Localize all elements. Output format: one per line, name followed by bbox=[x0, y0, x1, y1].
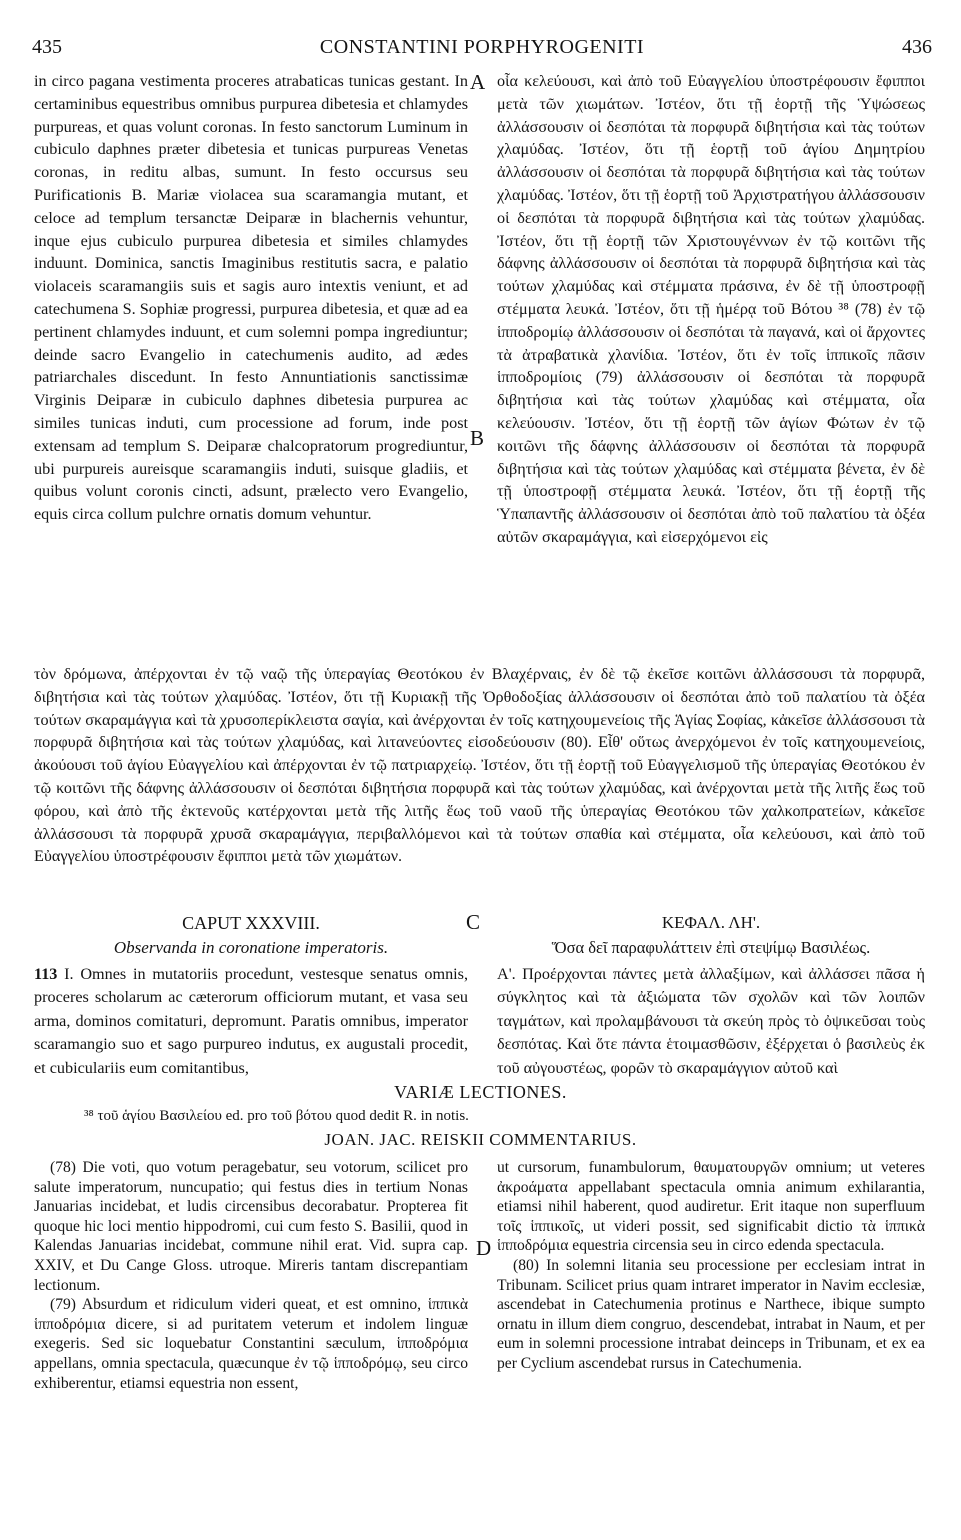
caput-greek-heading: ΚΕΦΑΛ. ΛΗ'. bbox=[661, 913, 761, 932]
greek-chapter-paragraph: Α'. Προέρχονται πάντες μετὰ ἀλλαξίμων, καὶ ἀλλάσσει πᾶσα ἡ σύγκλητος καὶ τὰ ἀξιώματα τῶν σχολῶν καὶ τῶν λοιπῶν ταγμάτων, καὶ προλαμβάνουσι τὰ σκεύη πρὸς τὸ ὀψικεῦσαι τοὺς δεσπότας. Καὶ ὅτε πάντα ἑτοιμασθῶσιν, ἐξέρχεται ὁ βασιλεὺς ἐκ τοῦ αὐγουστέως, φορῶν τὸ σκαραμάγγιον αὐτοῦ καὶ bbox=[497, 965, 925, 1077]
latin-column-top bbox=[34, 70, 468, 526]
greek-column-top bbox=[497, 70, 925, 549]
page-number-left: 435 bbox=[32, 36, 62, 58]
margin-mark-d: D bbox=[476, 1236, 492, 1260]
commentary-heading: JOAN. JAC. REISKII COMMENTARIUS. bbox=[324, 1130, 637, 1149]
section-number: 113 bbox=[34, 965, 58, 983]
page-number-right: 436 bbox=[902, 36, 932, 58]
commentary-note-79: (79) Absurdum et ridiculum videri queat, et est omnino, ἱππικὰ ἱπποδρόμια dicere, si ad puritatem veterum et indolem linguæ exegeris. Sed sic loquebatur Constantini sæculum, ἱπποδρόμια appellans, omnia spectacula, quæcunque ἐν τῷ ἱπποδρόμῳ, seu circo exhiberentur, etiamsi equestria non essent, bbox=[34, 1296, 468, 1392]
latin-chapter-text bbox=[34, 963, 468, 1080]
variae-lectiones-note: ³⁸ τοῦ ἁγίου Βασιλείου ed. pro τοῦ βότου quod dedit R. in notis. bbox=[84, 1108, 469, 1124]
running-header bbox=[32, 36, 932, 60]
commentary-left-column bbox=[34, 1158, 468, 1393]
commentary-note-80: (80) In solemni litania seu processione per ecclesiam intrat in Tribunam. Scilicet prius quam intraret imperator in Navim ecclesiæ, ascendebat in Catechumenia protinus e Narthece, ibique sumpto ornatu in illum diem congruo, descendebat, intrabat in Naum, et per eum in solemni processione intrabat deinceps in Tribunam, et ex ea per Cyclium ascendebat rursus in Catechumenia. bbox=[497, 1256, 925, 1372]
latin-paragraph: in circo pagana vestimenta proceres atrabaticas tunicas gestant. In certaminibus equestribus omnibus purpurea dibetesia et chlamydes purpureas, et quas volunt coronas. In festo sanctorum Luminum in cubiculo daphnes præter dibetesia et tunicas purpureas Venetas coronas, in reditu albas, sumunt. In festo occursus seu Purificationis B. Mariæ violacea sua scaramangia mutant, et celoce ad templum tersanctæ Deiparæ in blachernis vehuntur, inque ejus cubiculo purpurea dibetesia et similes chlamydes induunt. Dominica, sanctis Imaginibus restitutis sacra, e palatio violaceis scaramangiis suis et sagis auro intextis veniunt, et ad catechumena S. Sophiæ progressi, purpurea dibetesia, et quæ ad ea pertinent chlamydes induunt, et cum solemni pompa ingrediuntur; deinde sacro Evangelio in catechumenis audito, ad ædes patriarchales discedunt. In festo Annuntiationis sanctissimæ Virginis Deiparæ in cubiculo daphnes dibetesia purpurea ac similes tunicas induti, cum processione ad forum, inde post extensam ad templum S. Deiparæ chalcopratorum progrediuntur, ubi purpureis aureisque scaramangiis induti, suisque gladiis, et quibus volunt coronis cincti, adsunt, prælecto vero Evangelio, equis circa collum pulchre ornatis domum vehuntur. bbox=[34, 72, 468, 524]
commentary-note-78: (78) Die voti, quo votum peragebatur, seu votorum, scilicet pro salute imperatorum, nuncupatio; qui festus dies in tertium Nonas Januarias incidebat, et ludis circensibus decorabatur. Propterea fit quoque hic loci mentio hippodromi, cui cum festo S. Basilii, quod in Kalendas Januarias incidebat, commune nihil erat. Vid. supra cap. XXIV, et Du Cange Gloss. utroque. Mireris tantam discrepantiam lectionum. bbox=[34, 1159, 468, 1294]
commentary-note-79-cont: ut cursorum, funambulorum, θαυματουργῶν omnium; ut veteres ἀκροάματα appellabant spectacula omnia animum exhilarantia, etiamsi nihil haberent, quod audiretur. Erit itaque non superfluum τοῖς ἱππικοῖς, ut videri possit, sed significabit dictio τὰ ἱππικὰ ἱπποδρόμια equestria circensia seu in circo edenda spectacula. bbox=[497, 1159, 925, 1255]
caput-latin-subtitle: Observanda in coronatione imperatoris. bbox=[113, 938, 389, 957]
caput-latin-heading: CAPUT XXXVIII. bbox=[182, 913, 320, 933]
margin-mark-c: C bbox=[466, 910, 481, 934]
latin-chapter-paragraph: I. Omnes in mutatoriis procedunt, vestesque senatus omnis, proceres scholarum ac cæterorum officiorum mutant, et vasa seu arma, dominos comitaturi, depromunt. Paratis omnibus, imperator scaramangio suo et sago purpureo indutus, ex augustali procedit, et cubiculariis eum comitantibus, bbox=[34, 965, 469, 1077]
margin-mark-a: A bbox=[470, 70, 486, 94]
variae-lectiones-heading: VARIÆ LECTIONES. bbox=[394, 1082, 567, 1102]
caput-greek-subtitle: Ὅσα δεῖ παραφυλάττειν ἐπὶ στεψίμῳ Βασιλέως. bbox=[551, 938, 871, 957]
commentary-right-column bbox=[497, 1158, 925, 1374]
greek-paragraph: οἷα κελεύουσι, καὶ ἀπὸ τοῦ Εὐαγγελίου ὑποστρέφουσιν ἔφιπποι μετὰ τῶν χιωμάτων. Ἰστέον, ὅτι τῇ ἑορτῇ τῆς Ὑψώσεως ἀλλάσσουσιν οἱ δεσπόται τὰ πορφυρᾶ διβητήσια καὶ τὰς τούτων χλαμύδας. Ἰστέον, ὅτι τῇ ἑορτῇ τοῦ ἁγίου Δημητρίου ἀλλάσσουσιν οἱ δεσπόται τὰ πορφυρᾶ διβητήσια καὶ τὰς τούτων χλαμύδας. Ἰστέον, ὅτι τῇ ἑορτῇ τοῦ Ἀρχιστρατήγου ἀλλάσσουσιν οἱ δεσπόται τὰ πορφυρᾶ διβητήσια καὶ τὰς τούτων χλαμύδας. Ἰστέον, ὅτι τῇ ἑορτῇ τῶν Χριστουγέννων ἐν τῷ κοιτῶνι τῆς δάφνης ἀλλάσσουσιν οἱ δεσπόται τὰ πορφυρᾶ διβητήσια καὶ τὰς τούτων χλαμύδας καὶ στέμματα πράσινα, ἐν δὲ τῇ ὑποστροφῇ στέμματα λευκά. Ἰστέον, ὅτι τῇ ἡμέρᾳ τοῦ Βότου ³⁸ (78) ἐν τῷ ἱπποδρομίῳ ἀλλάσσουσιν οἱ δεσπόται τὰ παγανά, καὶ οἱ ἄρχοντες τὰ ἀτραβατικὰ χλανίδια. Ἰστέον, ὅτι ἐν τοῖς ἱππικοῖς πᾶσιν ἱπποδρομίοις (79) ἀλλάσσουσιν οἱ δεσπόται τὰ πορφυρᾶ διβητήσια καὶ τὰς τούτων χλαμύδας καὶ στέμματα, οἷα κελεύουσιν. Ἰστέον, ὅτι τῇ ἑορτῇ τῶν ἁγίων Φώτων ἐν τῷ κοιτῶνι τῆς δάφνης ἀλλάσσουσιν οἱ δεσπόται τὰ πορφυρᾶ διβητήσια καὶ τὰς τούτων χλαμύδας καὶ στέμματα βένετα, ἐν δὲ τῇ ὑποστροφῇ στέμματα λευκά. Ἰστέον, ὅτι τῇ ἑορτῇ τῆς Ὑπαπαντῆς ἀλλάσσουσιν οἱ δεσπόται ἀπὸ τοῦ παλατίου τὰ ὀξέα αὐτῶν σκαραμάγγια, καὶ εἰσερχόμενοι εἰς bbox=[497, 72, 925, 546]
greek-full-width bbox=[34, 663, 925, 868]
running-title: CONSTANTINI PORPHYROGENITI bbox=[319, 36, 645, 58]
greek-chapter-text bbox=[497, 963, 925, 1080]
greek-full-paragraph: τὸν δρόμωνα, ἀπέρχονται ἐν τῷ ναῷ τῆς ὑπεραγίας Θεοτόκου ἐν Βλαχέρναις, ἐν δὲ τῷ ἐκεῖσε κοιτῶνι ἀλλάσσουσι τὰ πορφυρᾶ, διβητήσια καὶ τὰς τούτων χλαμύδας. Ἰστέον, ὅτι τῇ Κυριακῇ τῆς Ὀρθοδοξίας ἀλλάσσουσιν οἱ δεσπόται ἀπὸ τοῦ παλατίου τὰ ὀξέα τούτων σκαραμάγγια καὶ τὰ χρυσοπερίκλειστα σαγία, καὶ ἀνέρχονται ἐν τοῖς κατηχουμενείοις τῆς Ἁγίας Σοφίας, κἀκεῖσε ἀλλάσσουσι τὰ πορφυρᾶ διβητήσια καὶ τὰς τούτων χλαμύδας, καὶ λιτανεύοντες εἰσοδεύουσιν (80). Εἶθ' οὕτως ἀνερχόμενοι ἐν τοῖς κατηχουμενείοις, ἀκούουσι τοῦ ἁγίου Εὐαγγελίου καὶ ἀπέρχονται ἐν τῷ πατριαρχείῳ. Ἰστέον, ὅτι τῇ ἑορτῇ τοῦ Εὐαγγελισμοῦ τῆς ὑπεραγίας Θεοτόκου ἐν τῷ κοιτῶνι τῆς δάφνης ἀλλάσσουσιν οἱ δεσπόται διβητήσια πορφυρᾶ καὶ τὰς τούτων χλαμύδας, καὶ ἀνέρχονται μετὰ τῆς λιτῆς ἕως τοῦ φόρου, καὶ ἀπὸ τῆς ἐκτενοῦς κατέρχονται μετὰ τῆς λιτῆς ἕως τοῦ ναοῦ τῆς ὑπεραγίας Θεοτόκου τῶν χαλκοπρατείων, κἀκεῖσε ἀλλάσσουσι τὰ πορφυρᾶ χρυσᾶ σκαραμάγγια, περιβαλλόμενοι καὶ τὰ τούτων σπαθία καὶ στέμματα, οἷα κελεύουσι, καὶ ἀπὸ τοῦ Εὐαγγελίου ὑποστρέφουσιν ἔφιπποι μετὰ τῶν χιωμάτων. bbox=[34, 665, 925, 866]
margin-mark-b: B bbox=[470, 426, 485, 450]
